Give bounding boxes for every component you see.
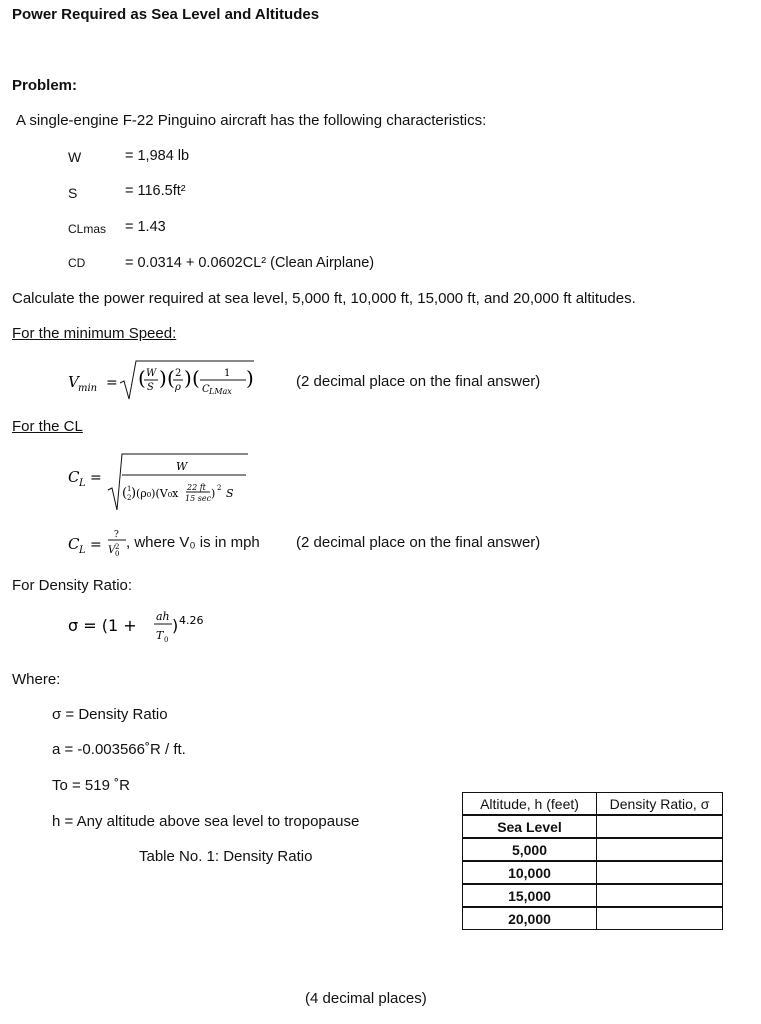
svg-text:): ) xyxy=(172,616,179,635)
svg-text:(: ( xyxy=(167,366,175,390)
char-label-w: W xyxy=(68,149,82,165)
svg-text:2: 2 xyxy=(217,484,222,492)
table-cell-density[interactable] xyxy=(597,838,723,861)
svg-text:min: min xyxy=(78,383,98,394)
svg-text:2: 2 xyxy=(127,494,132,502)
where-heading: Where: xyxy=(12,671,61,688)
svg-text:σ = (1 +: σ = (1 + xyxy=(68,616,137,635)
char-value-clmas: = 1.43 xyxy=(125,219,166,235)
svg-text:?: ? xyxy=(114,530,119,540)
cl-where-text: , where V₀ is in mph xyxy=(126,534,260,551)
table-cell-altitude: 20,000 xyxy=(463,907,597,930)
svg-text:0: 0 xyxy=(115,550,120,558)
char-value-w: = 1,984 lb xyxy=(125,148,190,164)
table-cell-altitude: 10,000 xyxy=(463,861,597,884)
svg-text:0: 0 xyxy=(164,636,169,644)
svg-text:): ) xyxy=(159,366,167,390)
svg-text:2: 2 xyxy=(175,368,182,379)
svg-text:1: 1 xyxy=(127,485,132,493)
svg-text:=: = xyxy=(106,375,118,391)
svg-text:22 ft: 22 ft xyxy=(187,483,206,492)
table-cell-altitude: 15,000 xyxy=(463,884,597,907)
svg-text:S: S xyxy=(226,487,234,500)
svg-text:(: ( xyxy=(138,366,146,390)
svg-text:V: V xyxy=(108,545,116,556)
svg-text:C: C xyxy=(68,535,80,553)
table-header-density: Density Ratio, σ xyxy=(597,793,723,816)
vmin-note: (2 decimal place on the final answer) xyxy=(296,373,541,390)
svg-text:): ) xyxy=(131,486,137,501)
svg-text:4.26: 4.26 xyxy=(179,614,204,627)
cl-formula xyxy=(64,450,254,512)
svg-text:): ) xyxy=(184,366,192,390)
table-row xyxy=(463,861,723,884)
svg-text:): ) xyxy=(211,487,216,500)
page-title: Power Required as Sea Level and Altitudes xyxy=(12,6,320,23)
density-heading: For Density Ratio: xyxy=(12,577,133,594)
svg-text:C: C xyxy=(202,384,210,395)
cl-heading: For the CL xyxy=(12,418,83,435)
svg-text:(: ( xyxy=(122,486,128,501)
svg-text:T: T xyxy=(156,629,164,642)
cl-note: (2 decimal place on the final answer) xyxy=(296,534,541,551)
intro-text: A single-engine F-22 Pinguino aircraft has the following characteristics: xyxy=(16,112,487,129)
svg-text:W: W xyxy=(146,368,157,379)
density-formula xyxy=(64,605,224,650)
table-cell-altitude: 5,000 xyxy=(463,838,597,861)
table-cell-altitude: Sea Level xyxy=(463,815,597,838)
table-row xyxy=(463,884,723,907)
task-text: Calculate the power required at sea level, 5,000 ft, 10,000 ft, 15,000 ft, and 20,000 ft altitudes. xyxy=(12,290,636,307)
svg-text:ρ: ρ xyxy=(175,382,181,393)
min-speed-heading: For the minimum Speed: xyxy=(12,325,177,342)
svg-text:V: V xyxy=(68,373,79,391)
svg-text:S: S xyxy=(147,382,154,393)
definition-sigma: σ = Density Ratio xyxy=(52,706,168,723)
definition-h: h = Any altitude above sea level to tropopause xyxy=(52,813,360,830)
table-header-row xyxy=(463,793,723,816)
cl-simplified-formula xyxy=(64,525,134,563)
problem-heading: Problem: xyxy=(12,77,78,94)
svg-text:): ) xyxy=(246,366,254,390)
char-value-cd: = 0.0314 + 0.0602CL² (Clean Airplane) xyxy=(125,255,375,271)
svg-text:=: = xyxy=(90,537,102,553)
density-ratio-table xyxy=(462,792,723,930)
vmin-formula xyxy=(64,355,264,405)
table-row xyxy=(463,907,723,930)
svg-text:LMax: LMax xyxy=(209,387,232,396)
table-cell-density[interactable] xyxy=(597,861,723,884)
table-cell-density[interactable] xyxy=(597,907,723,930)
char-label-cd: CD xyxy=(68,256,86,270)
svg-text:ah: ah xyxy=(156,610,170,623)
svg-text:(: ( xyxy=(192,366,200,390)
svg-text:=: = xyxy=(90,470,102,486)
footer-note: (4 decimal places) xyxy=(305,990,427,1007)
table-row xyxy=(463,838,723,861)
svg-text:1: 1 xyxy=(224,368,231,379)
svg-text:W: W xyxy=(176,460,188,473)
char-value-s: = 116.5ft² xyxy=(125,183,186,199)
definition-to: To = 519 ˚R xyxy=(52,777,130,794)
svg-text:2: 2 xyxy=(115,543,120,551)
svg-text:(ρ₀)(V₀x: (ρ₀)(V₀x xyxy=(136,487,179,500)
svg-text:L: L xyxy=(79,478,86,489)
table-header-altitude: Altitude, h (feet) xyxy=(463,793,597,816)
svg-text:L: L xyxy=(79,545,86,556)
definition-a: a = -0.003566˚R / ft. xyxy=(52,741,186,758)
svg-text:15 sec: 15 sec xyxy=(185,494,212,503)
char-label-s: S xyxy=(68,185,78,201)
svg-text:C: C xyxy=(68,468,80,486)
table-cell-density[interactable] xyxy=(597,815,723,838)
table-row xyxy=(463,815,723,838)
char-label-clmas: CLmas xyxy=(68,222,107,236)
table-caption: Table No. 1: Density Ratio xyxy=(139,848,313,865)
table-cell-density[interactable] xyxy=(597,884,723,907)
